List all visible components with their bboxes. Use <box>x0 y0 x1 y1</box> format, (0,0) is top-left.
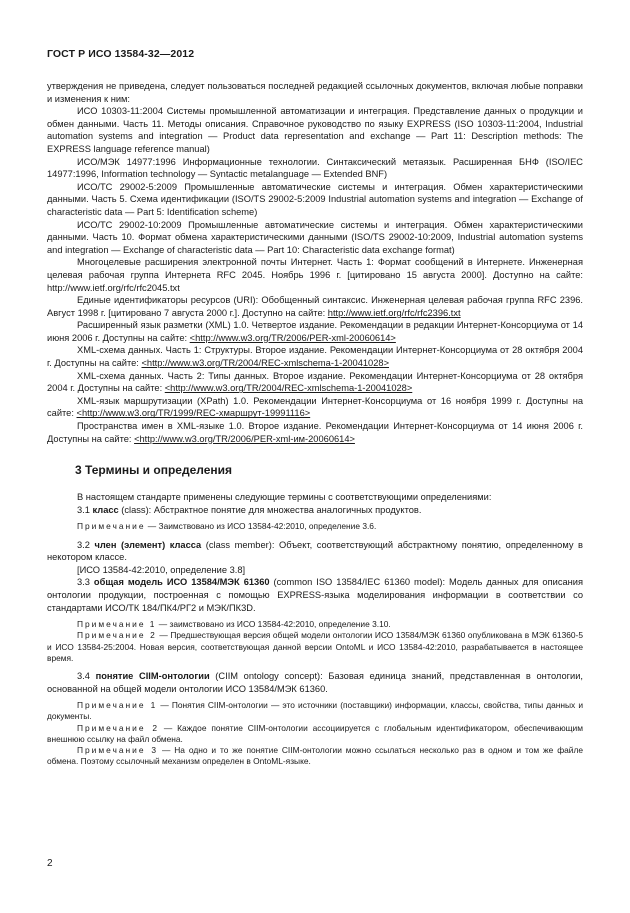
term-source: [ИСО 13584-42:2010, определение 3.8] <box>77 564 246 575</box>
term-name: член (элемент) класса <box>94 539 202 550</box>
term-definition <box>47 539 583 564</box>
term-text: (CIIM ontology concept): Базовая единица знаний, представленная в онтологии, основанной на общей модели онтологии ИСО 13584/МЭК 61360. <box>47 670 583 694</box>
page-content <box>47 80 583 767</box>
term-number: 3.1 <box>77 504 93 515</box>
term-definition <box>47 670 583 695</box>
note-label: Примечание 1 <box>77 619 157 630</box>
reference-link[interactable]: <http://www.w3.org/TR/2006/PER-xml-им-20060614> <box>134 433 355 444</box>
note-label: Примечание <box>77 521 146 532</box>
term-note <box>47 723 583 745</box>
reference-link[interactable]: <http://www.w3.org/TR/1999/REC-xмаршрут-19991116> <box>76 408 311 419</box>
term-definition <box>47 504 583 517</box>
page-number: 2 <box>47 858 53 869</box>
reference-item: ИСО/ТС 29002-10:2009 Промышленные автоматические системы и интеграция. Обмен характеристическими данными. Часть 10. Формат обмена характеристическими данными (ISO/TS 29002-10:2009, Industrial automation systems and integration — Exchange of characteristic data — Part 10: Characteristic data exchange format) <box>47 219 583 255</box>
reference-item: ИСО 10303-11:2004 Системы промышленной автоматизации и интеграция. Представление данных о продукции и обмен данными. Часть 11. Методы описания. Справочное руководство по языку EXPRESS (ISO 10303-11:2004, Industrial automation systems and integration — Product data representation and exchange — Part 11: Description methods: The EXPRESS language reference manual) <box>47 106 583 154</box>
note-text: — Заимствовано из ИСО 13584-42:2010, определение 3.6. <box>145 521 377 532</box>
reference-item <box>47 420 583 445</box>
reference-item: ИСО/МЭК 14977:1996 Информационные технологии. Синтаксический метаязык. Расширенная БНФ (ISO/IEC 14977:1996, Information technology — Syntactic metalanguage — Extended BNF) <box>47 156 583 180</box>
reference-item <box>47 395 583 420</box>
reference-link[interactable]: <http://www.w3.org/TR/2006/PER-xml-20060614> <box>189 332 396 343</box>
reference-item: ИСО/ТС 29002-5:2009 Промышленные автоматические системы и интеграция. Обмен характеристическими данными. Часть 5. Схема идентификации (ISO/TS 29002-5:2009 Industrial automation systems and integration — Exchange of characteristic data — Part 5: Identification scheme) <box>47 181 583 217</box>
term-name: общая модель ИСО 13584/МЭК 61360 <box>93 577 270 588</box>
reference-item <box>47 319 583 344</box>
section-title: 3 Термины и определения <box>75 463 233 478</box>
term-text: (common ISO 13584/IEC 61360 model): Модель данных для описания онтологии продукции, построенная с помощью EXPRESS-языка моделирования информации в соответствии со стандартами ИСО/ТК 184/ПК4/РГ2 и МЭК/ПК3D. <box>47 577 583 613</box>
note-text: — Предшествующая версия общей модели онтологии ИСО 13584/МЭК 61360 опубликована в МЭК 61360-5 и ИСО 13584-25:2004. Новая версия, соответствующая данной версии OntoML и ИСО 13584-42:2010, разрабатывается в настоящее время. <box>47 630 583 663</box>
term-number: 3.3 <box>77 577 94 588</box>
note-text: — Каждое понятие CIIM-онтологии ассоциируется с глобальным идентификатором, обеспечивающим внешнюю ссылку на файл обмена. <box>47 722 583 744</box>
note-text: — заимствовано из ИСО 13584-42:2010, определение 3.10. <box>156 619 391 630</box>
reference-text: Расширенный язык разметки (XML) 1.0. Четвертое издание. Рекомендации в редакции Интернет-Консорциума от 14 июня 2006 г. Доступны на сайте: <box>47 320 583 343</box>
document-header: ГОСТ Р ИСО 13584-32—2012 <box>47 48 195 60</box>
note-label: Примечание 3 <box>77 744 159 755</box>
reference-text: XML-схема данных. Часть 2: Типы данных. Второе издание. Рекомендации Интернет-Консорциума от 28 октября 2004 г. Доступны на сайте: <box>47 370 583 394</box>
term-name: понятие CIIM-онтологии <box>95 670 210 681</box>
reference-item <box>47 344 583 369</box>
term-note <box>47 745 583 767</box>
term-note <box>47 521 583 532</box>
term-text: (class member): Объект, соответствующий абстрактному понятию, определенному в некотором классе. <box>47 539 583 563</box>
reference-link[interactable]: <http://www.w3.org/TR/2004/REC-xmlschema-1-20041028> <box>141 358 390 369</box>
refs-intro: утверждения не приведена, следует пользоваться последней редакцией ссылочных документов, включая любые поправки и изменения к ним: <box>47 81 583 104</box>
term-number: 3.2 <box>77 539 95 550</box>
note-label: Примечание 2 <box>77 722 160 733</box>
term-number: 3.4 <box>77 670 96 681</box>
reference-text: Единые идентификаторы ресурсов (URI): Обобщенный синтаксис. Инженерная целевая рабочая группа RFC 2396. Август 1998 г. [цитировано 7 августа 2000 г.]. Доступно на сайте: <box>47 295 583 318</box>
reference-text: XML-схема данных. Часть 1: Структуры. Второе издание. Рекомендации Интернет-Консорциума от 28 октября 2004 г. Доступны на сайте: <box>47 345 583 369</box>
note-label: Примечание 1 <box>77 700 158 711</box>
note-text: — На одно и то же понятие CIIM-онтологии можно ссылаться несколько раз в одном и том же файле обмена. Поэтому ссылочный механизм определен в OntoML-языке. <box>47 744 583 767</box>
reference-link[interactable]: http://www.ietf.org/rfc/rfc2396.txt <box>327 307 461 318</box>
note-label: Примечание 2 <box>77 630 157 641</box>
reference-item: Многоцелевые расширения электронной почты Интернет. Часть 1: Формат сообщений в Интернете. Инженерная целевая рабочая группа Интернета RFC 2045. Ноябрь 1996 г. [цитировано 15 августа 2000]. Доступно на сайте: http://www.ietf.org/rfc/rfc2045.txt <box>47 257 583 293</box>
term-text: (class): Абстрактное понятие для множества аналогичных продуктов. <box>118 504 422 515</box>
note-text: — Понятия CIIM-онтологии — это источники (поставщики) информации, классы, свойства, типы данных и документы. <box>47 700 583 722</box>
reference-text: XML-язык маршрутизации (XPath) 1.0. Рекомендации Интернет-Консорциума от 16 ноября 1999 г. Доступны на сайте: <box>47 395 583 419</box>
reference-link[interactable]: <http://www.w3.org/TR/2004/REC-xmlschema-1-20041028> <box>164 383 413 394</box>
term-note <box>47 700 583 722</box>
term-note <box>47 630 583 664</box>
section-intro: В настоящем стандарте применены следующие термины с соответствующими определениями: <box>77 492 492 503</box>
reference-text: Пространства имен в XML-языке 1.0. Второе издание. Рекомендации Интернет-Консорциума от 14 июня 2006 г. Доступны на сайте: <box>47 421 583 444</box>
reference-item <box>47 294 583 319</box>
term-definition <box>47 576 583 614</box>
term-name: класс <box>92 504 119 515</box>
reference-item <box>47 370 583 395</box>
term-note <box>47 619 583 630</box>
